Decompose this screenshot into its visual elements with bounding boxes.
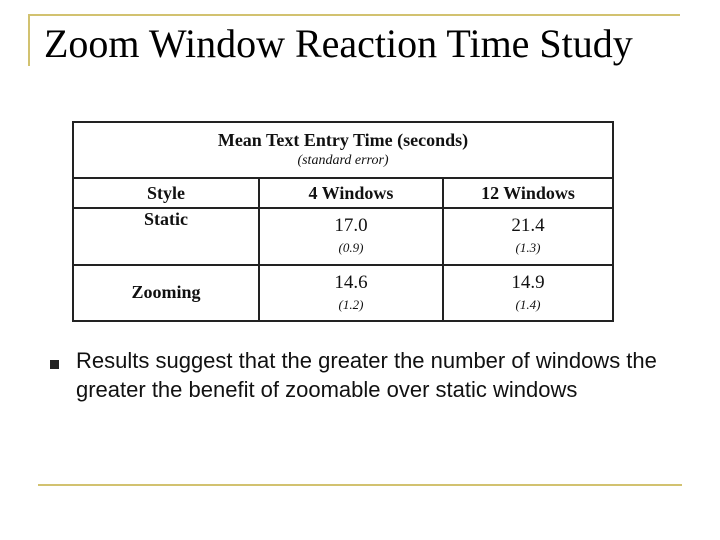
column-header-12-windows: 12 Windows	[443, 178, 613, 208]
square-bullet-icon	[50, 360, 59, 369]
table-cell	[443, 208, 613, 265]
results-table-container	[72, 121, 612, 322]
table-heading-row	[73, 122, 613, 178]
bullet-text: Results suggest that the greater the number of windows the greater the benefit of zoomable over static windows	[76, 348, 657, 402]
standard-error-value: (1.3)	[515, 240, 541, 256]
standard-error-value: (1.4)	[515, 296, 541, 312]
table-column-header-row	[73, 178, 613, 208]
table-cell	[259, 208, 443, 265]
slide-title: Zoom Window Reaction Time Study	[44, 21, 633, 66]
mean-value: 21.4	[511, 215, 545, 237]
table-cell	[259, 265, 443, 322]
table-row	[73, 265, 613, 322]
table-heading: Mean Text Entry Time (seconds)	[217, 130, 469, 150]
table-heading-cell	[73, 122, 613, 178]
standard-error-value: (0.9)	[338, 240, 364, 256]
title-accent-rule-vertical	[28, 14, 30, 66]
mean-value: 14.6	[334, 271, 368, 293]
footer-accent-rule	[38, 484, 682, 486]
column-header-style: Style	[73, 178, 259, 208]
table-row	[73, 208, 613, 265]
mean-value: 17.0	[334, 215, 368, 237]
row-label-static: Static	[73, 208, 259, 265]
row-label-zooming: Zooming	[73, 265, 259, 322]
table-cell	[443, 265, 613, 322]
results-table	[72, 121, 614, 322]
mean-value: 14.9	[511, 271, 545, 293]
table-subheading: (standard error)	[297, 153, 389, 168]
standard-error-value: (1.2)	[338, 296, 364, 312]
column-header-4-windows: 4 Windows	[259, 178, 443, 208]
title-accent-rule-top	[28, 14, 680, 16]
